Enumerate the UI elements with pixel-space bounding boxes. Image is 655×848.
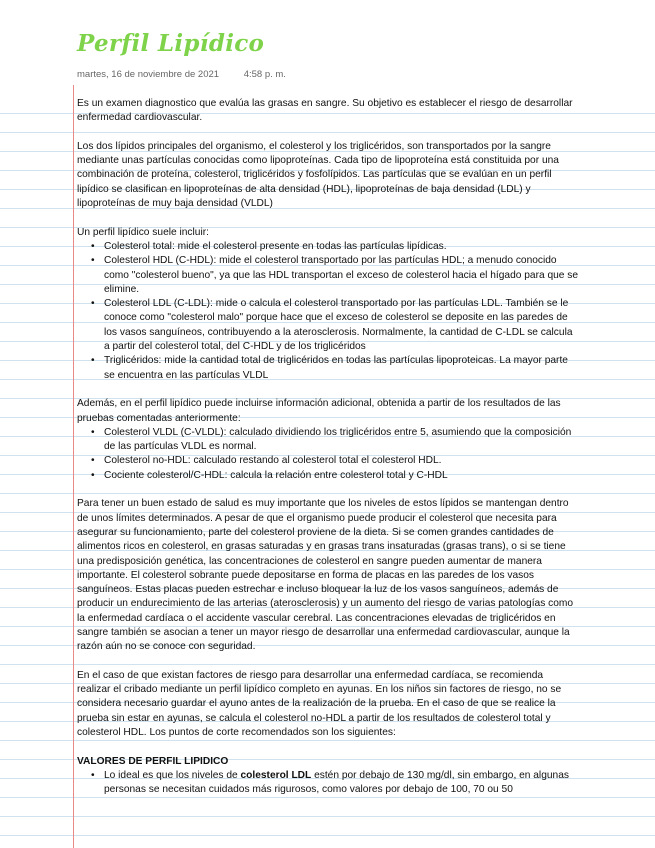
list-item: [104, 769, 579, 798]
list-item: • Colesterol VLDL (C-VLDL): calculado dividiendo los triglicéridos entre 5, asumiendo que la composición de las partículas VLDL es normal.: [104, 426, 579, 455]
list-item: • Colesterol HDL (C-HDL): mide el colesterol transportado por las partículas HDL; a menudo conocido como "colesterol bueno", ya que las HDL transportan el exceso de colesterol hacia el hígado para que se elimine.: [104, 254, 579, 297]
includes-list: [77, 240, 579, 383]
values-list: [77, 769, 579, 798]
values-item-after: estén por debajo de 130 mg/dl, sin embargo, en algunas personas se necesitan cuidados más rigurosos, como valores por debajo de 100, 70 ou 50: [104, 769, 569, 796]
list-item: • Colesterol no-HDL: calculado restando al colesterol total el colesterol HDL.: [104, 454, 579, 468]
values-heading: VALORES DE PERFIL LIPIDICO: [77, 755, 229, 767]
note-content: [77, 97, 579, 798]
page-title: Perfil Lipídico: [77, 30, 265, 57]
page-date: martes, 16 de noviembre de 2021: [77, 69, 220, 80]
page-time: 4:58 p. m.: [243, 69, 286, 80]
intro-paragraph: Es un examen diagnostico que evalúa las grasas en sangre. Su objetivo es establecer el riesgo de desarrollar enfermedad cardiovascular.: [77, 98, 573, 124]
health-paragraph: Para tener un buen estado de salud es muy importante que los niveles de estos lípidos se mantengan dentro de unos límites determinados. A pesar de que el organismo puede producir el colesterol que necesita para asegurar su funcionamiento, parte del colesterol proviene de la dieta. Si se comen grandes cantidades de alimentos ricos en colesterol, en grasas saturadas y en grasas trans insaturadas (grasas trans), o si se tiene una predisposición genética, las concentraciones de colesterol en sangre pueden aumentar de manera importante. El colesterol sobrante puede depositarse en forma de placas en las paredes de los vasos sanguíneos. Estas placas pueden estrechar e incluso bloquear la luz de los vasos sanguíneos, además de producir un endurecimiento de las arterias (aterosclerosis) y un aumento del riesgo de varias patologías como la enfermedad cardíaca o el accidente vascular cerebral. Las concentraciones elevadas de triglicéridos en sangre también se asocian a tener un mayor riesgo de desarrollar una enfermedad cardiovascular, aunque la razón aún no se conoce con seguridad.: [77, 498, 574, 653]
list-item: • Cociente colesterol/C-HDL: calcula la relación entre colesterol total y C-HDL: [104, 469, 579, 483]
includes-intro: Un perfil lipídico suele incluir:: [77, 226, 209, 238]
values-item-before: Lo ideal es que los niveles de: [104, 769, 241, 781]
page-meta: [77, 69, 286, 80]
additional-list: [77, 426, 579, 483]
notebook-margin-line: [73, 85, 74, 848]
values-item-bold: colesterol LDL: [240, 769, 312, 781]
list-item: • Colesterol LDL (C-LDL): mide o calcula el colesterol transportado por las partículas LDL. También se le conoce como "colesterol malo" porque hace que el exceso de colesterol se deposite en las paredes de los vasos sanguíneos, contribuyendo a la aterosclerosis. Normalmente, la cantidad de C-LDL se calcula a partir del colesterol total, del C-HDL y de los triglicéridos: [104, 297, 579, 354]
risk-paragraph: En el caso de que existan factores de riesgo para desarrollar una enfermedad cardíaca, se recomienda realizar el cribado mediante un perfil lipídico completo en ayunas. En los niños sin factores de riesgo, no se considera necesario guardar el ayuno antes de la realización de la prueba. En el caso de que se realice la prueba sin estar en ayunas, se calcula el colesterol no-HDL a partir de los resultados de colesterol total y colesterol HDL. Los puntos de corte recomendados son los siguientes:: [77, 669, 562, 739]
list-item: • Colesterol total: mide el colesterol presente en todas las partículas lipídicas.: [104, 240, 579, 254]
lipids-paragraph: Los dos lípidos principales del organismo, el colesterol y los triglicéridos, son transportados por la sangre mediante unas partículas conocidas como lipoproteínas. Cada tipo de lipoproteína está constituida por una combinación de proteína, colesterol, triglicéridos y fosfolípidos. Las partículas que se evalúan en un perfil lipídico se clasifican en lipoproteínas de alta densidad (HDL), lipoproteínas de baja densidad (LDL) y lipoproteínas de muy baja densidad (VLDL): [77, 140, 559, 210]
list-item: • Triglicéridos: mide la cantidad total de triglicéridos en todas las partículas lipoproteicas. La mayor parte se encuentra en las partículas VLDL: [104, 354, 579, 383]
additional-intro: Además, en el perfil lipídico puede incluirse información adicional, obtenida a partir de los resultados de las pruebas comentadas anteriormente:: [77, 398, 561, 424]
